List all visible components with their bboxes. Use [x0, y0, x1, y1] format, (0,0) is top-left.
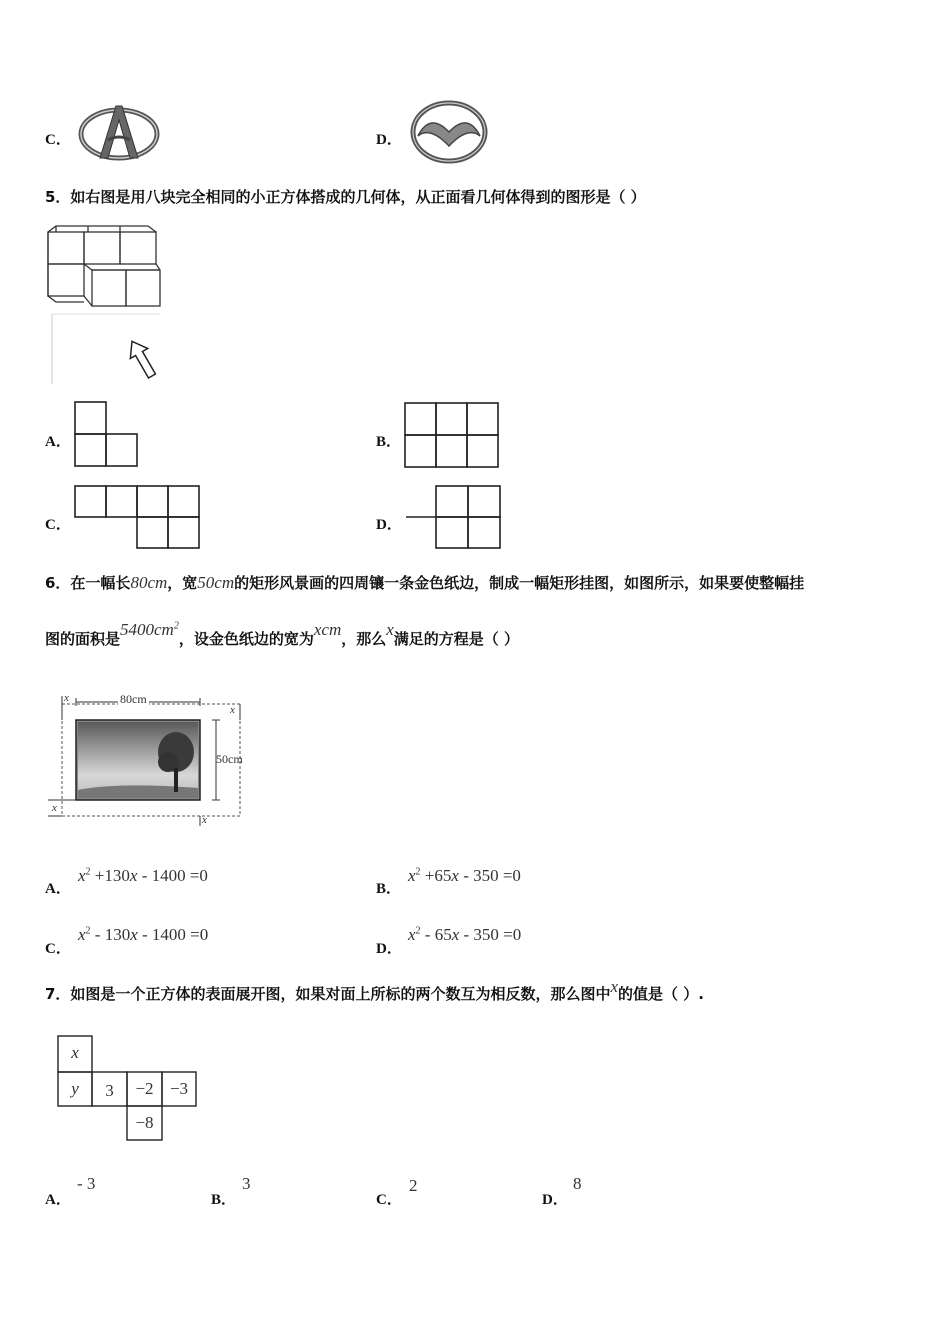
q4-option-d-logo [410, 100, 488, 164]
q6-figure-width-label: 80cm [120, 692, 147, 706]
q6-option-c-label: C． [45, 941, 71, 957]
q6-option-d-label: D． [376, 941, 402, 957]
q5-option-c-label: C． [45, 517, 71, 533]
q6-option-a-label: A． [45, 881, 71, 897]
q5-option-d-label: D． [376, 517, 402, 533]
q6-option-b-equation: $x^2 +65x - 350 =0$ [408, 866, 521, 885]
q6-figure-margin-label-left: x [52, 802, 57, 814]
q5-option-a-label: A． [45, 434, 71, 450]
q6-text-line2: 图的面积是$5400cm^2$，设金色纸边的宽为xcm，那么x满足的方程是（ ） [45, 620, 520, 648]
q6-figure-margin-label-top: x [64, 692, 69, 704]
q6-option-d-equation: $x^2 - 65x - 350 =0$ [408, 925, 522, 944]
q4-option-c-label: C． [45, 132, 71, 148]
q6-figure-height-label: 50cm [216, 752, 243, 766]
q4-option-d-label: D． [376, 132, 402, 148]
q6-text-line1: 6．在一幅长80cm，宽50cm的矩形风景画的四周镶一条金色纸边，制成一幅矩形挂图，如图所示，如果要使整幅挂 [45, 573, 805, 592]
q7-option-b-value: 3 [242, 1174, 251, 1193]
q7-net-cell-bottom: −8 [135, 1113, 154, 1132]
q7-text: 7．如图是一个正方体的表面展开图，如果对面上所标的两个数互为相反数，那么图中x的值是（ ）. [45, 977, 704, 1003]
q5-cube-figure [44, 226, 169, 386]
q4-option-c-logo [78, 100, 160, 164]
q7-option-a-label: A． [45, 1192, 71, 1208]
q7-net-cell-1: 3 [105, 1081, 114, 1100]
q7-net-cell-left: y [71, 1079, 79, 1098]
q6-option-b-label: B． [376, 881, 402, 897]
q5-option-b-label: B． [376, 434, 402, 450]
q7-cube-net [57, 1035, 199, 1143]
q7-net-cell-2: −2 [135, 1079, 154, 1098]
q7-option-d-value: 8 [573, 1174, 582, 1193]
q5-option-d-figure [404, 485, 502, 549]
q7-option-b-label: B． [211, 1192, 237, 1208]
q7-option-a-value: - 3 [77, 1174, 96, 1193]
q7-net-cell-3: −3 [169, 1079, 189, 1098]
q5-option-a-figure [74, 401, 138, 467]
q6-figure-margin-label-right: x [230, 704, 235, 716]
q6-figure-margin-label-bottom: x [202, 814, 207, 826]
q6-option-a-equation: $x^2 +130x - 1400 =0$ [78, 866, 208, 885]
q7-option-c-label: C． [376, 1192, 402, 1208]
q7-option-d-label: D． [542, 1192, 568, 1208]
q5-text: 5．如右图是用八块完全相同的小正方体搭成的几何体，从正面看几何体得到的图形是（ ） [45, 188, 646, 206]
q6-option-c-equation: $x^2 - 130x - 1400 =0$ [78, 925, 209, 944]
q5-option-c-figure [74, 485, 202, 549]
q7-net-cell-top: x [71, 1043, 79, 1062]
q7-option-c-value: 2 [409, 1176, 418, 1195]
q6-frame-figure [46, 690, 256, 830]
q5-option-b-figure [404, 402, 500, 468]
